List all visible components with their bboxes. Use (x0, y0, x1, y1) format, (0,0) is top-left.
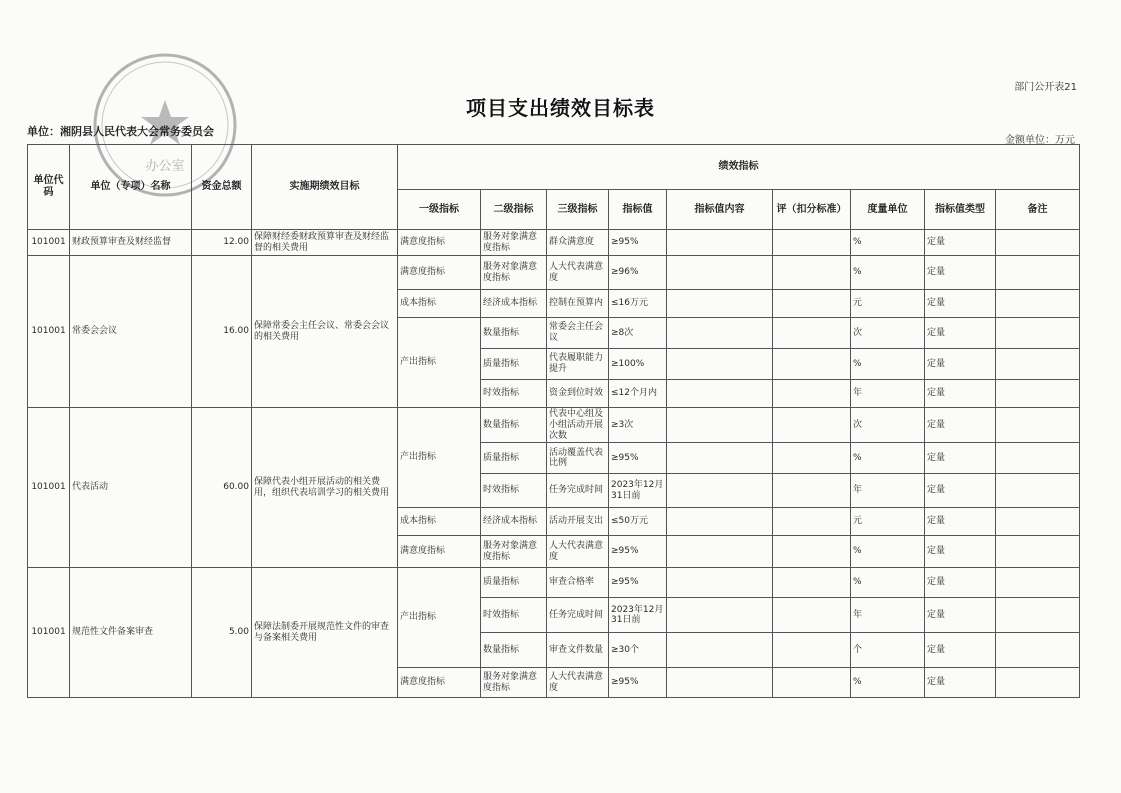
col-value-type: 指标值类型 (925, 190, 996, 230)
goal-cell: 保障常委会主任会议、常委会会议的相关费用 (252, 256, 398, 408)
money-unit-label: 金额单位：万元 (1005, 135, 1075, 146)
level3-cell: 人大代表满意度 (547, 536, 609, 568)
col-scoring: 评（扣分标准） (773, 190, 851, 230)
goal-cell: 保障法制委开展规范性文件的审查与备案相关费用 (252, 568, 398, 698)
table-row (28, 408, 1080, 443)
measure-unit-cell: % (851, 536, 925, 568)
level2-cell: 服务对象满意度指标 (481, 536, 547, 568)
remark-cell (996, 568, 1080, 598)
value-type-cell: 定量 (925, 318, 996, 349)
level3-cell: 人大代表满意度 (547, 256, 609, 290)
level1-cell: 成本指标 (398, 290, 481, 318)
value-cell: ≥100% (609, 349, 667, 380)
remark-cell (996, 443, 1080, 474)
measure-unit-cell: 年 (851, 474, 925, 508)
level1-cell: 满意度指标 (398, 256, 481, 290)
level1-cell: 产出指标 (398, 408, 481, 508)
value-cell: ≥95% (609, 443, 667, 474)
measure-unit-cell: 次 (851, 318, 925, 349)
scoring-cell (773, 474, 851, 508)
level2-cell: 时效指标 (481, 380, 547, 408)
measure-unit-cell: 次 (851, 408, 925, 443)
scoring-cell (773, 230, 851, 256)
unit-name-cell: 财政预算审查及财经监督 (70, 230, 192, 256)
value-content-cell (667, 318, 773, 349)
svg-text:办公室: 办公室 (145, 159, 185, 174)
amount-cell: 16.00 (192, 256, 252, 408)
level3-cell: 控制在预算内 (547, 290, 609, 318)
col-indicators: 绩效指标 (398, 145, 1080, 190)
value-content-cell (667, 536, 773, 568)
value-content-cell (667, 474, 773, 508)
level3-cell: 常委会主任会议 (547, 318, 609, 349)
level1-cell: 满意度指标 (398, 668, 481, 698)
value-cell: ≥95% (609, 536, 667, 568)
level2-cell: 数量指标 (481, 408, 547, 443)
col-value-content: 指标值内容 (667, 190, 773, 230)
value-content-cell (667, 508, 773, 536)
value-type-cell: 定量 (925, 598, 996, 633)
value-type-cell: 定量 (925, 633, 996, 668)
remark-cell (996, 474, 1080, 508)
col-measure-unit: 度量单位 (851, 190, 925, 230)
level2-cell: 数量指标 (481, 318, 547, 349)
col-remark: 备注 (996, 190, 1080, 230)
level3-cell: 资金到位时效 (547, 380, 609, 408)
scoring-cell (773, 633, 851, 668)
scoring-cell (773, 443, 851, 474)
col-value: 指标值 (609, 190, 667, 230)
value-cell: ≥8次 (609, 318, 667, 349)
col-level3: 三级指标 (547, 190, 609, 230)
table-row (28, 568, 1080, 598)
measure-unit-cell: % (851, 568, 925, 598)
level1-cell: 满意度指标 (398, 230, 481, 256)
scoring-cell (773, 290, 851, 318)
value-content-cell (667, 633, 773, 668)
remark-cell (996, 290, 1080, 318)
measure-unit-cell: 个 (851, 633, 925, 668)
measure-unit-cell: 年 (851, 380, 925, 408)
value-content-cell (667, 349, 773, 380)
scoring-cell (773, 568, 851, 598)
value-type-cell: 定量 (925, 536, 996, 568)
value-content-cell (667, 443, 773, 474)
level2-cell: 数量指标 (481, 633, 547, 668)
level2-cell: 质量指标 (481, 443, 547, 474)
value-content-cell (667, 230, 773, 256)
level3-cell: 群众满意度 (547, 230, 609, 256)
measure-unit-cell: % (851, 668, 925, 698)
remark-cell (996, 318, 1080, 349)
value-type-cell: 定量 (925, 230, 996, 256)
scoring-cell (773, 349, 851, 380)
value-cell: ≥3次 (609, 408, 667, 443)
scoring-cell (773, 256, 851, 290)
scoring-cell (773, 408, 851, 443)
level3-cell: 代表履职能力提升 (547, 349, 609, 380)
remark-cell (996, 380, 1080, 408)
col-level2: 二级指标 (481, 190, 547, 230)
value-type-cell: 定量 (925, 443, 996, 474)
level2-cell: 时效指标 (481, 474, 547, 508)
level3-cell: 任务完成时间 (547, 598, 609, 633)
level1-cell: 成本指标 (398, 508, 481, 536)
level2-cell: 质量指标 (481, 568, 547, 598)
level1-cell: 产出指标 (398, 318, 481, 408)
value-cell: 2023年12月31日前 (609, 598, 667, 633)
level2-cell: 服务对象满意度指标 (481, 230, 547, 256)
unit-code-cell: 101001 (28, 256, 70, 408)
remark-cell (996, 349, 1080, 380)
measure-unit-cell: 元 (851, 290, 925, 318)
value-cell: ≥96% (609, 256, 667, 290)
value-type-cell: 定量 (925, 256, 996, 290)
measure-unit-cell: 元 (851, 508, 925, 536)
level3-cell: 活动覆盖代表比例 (547, 443, 609, 474)
value-cell: ≥95% (609, 568, 667, 598)
level2-cell: 经济成本指标 (481, 290, 547, 318)
remark-cell (996, 230, 1080, 256)
measure-unit-cell: % (851, 230, 925, 256)
level3-cell: 人大代表满意度 (547, 668, 609, 698)
value-type-cell: 定量 (925, 474, 996, 508)
col-unit-name: 单位（专项）名称 (70, 145, 192, 230)
goal-cell: 保障财经委财政预算审查及财经监督的相关费用 (252, 230, 398, 256)
col-level1: 一级指标 (398, 190, 481, 230)
scoring-cell (773, 318, 851, 349)
table-row (28, 256, 1080, 290)
level3-cell: 活动开展支出 (547, 508, 609, 536)
level1-cell: 满意度指标 (398, 536, 481, 568)
remark-cell (996, 508, 1080, 536)
amount-cell: 5.00 (192, 568, 252, 698)
form-number: 部门公开表21 (1014, 82, 1077, 93)
value-type-cell: 定量 (925, 408, 996, 443)
value-content-cell (667, 408, 773, 443)
level3-cell: 审查合格率 (547, 568, 609, 598)
table-row (28, 230, 1080, 256)
value-content-cell (667, 290, 773, 318)
value-type-cell: 定量 (925, 349, 996, 380)
value-cell: ≥95% (609, 230, 667, 256)
unit-name-cell: 规范性文件备案审查 (70, 568, 192, 698)
col-amount: 资金总额 (192, 145, 252, 230)
value-cell: ≤16万元 (609, 290, 667, 318)
value-type-cell: 定量 (925, 508, 996, 536)
remark-cell (996, 598, 1080, 633)
scoring-cell (773, 536, 851, 568)
remark-cell (996, 668, 1080, 698)
level2-cell: 经济成本指标 (481, 508, 547, 536)
col-goal: 实施期绩效目标 (252, 145, 398, 230)
table-body (28, 230, 1080, 698)
unit-name-cell: 常委会会议 (70, 256, 192, 408)
value-cell: ≤50万元 (609, 508, 667, 536)
level3-cell: 任务完成时间 (547, 474, 609, 508)
amount-cell: 60.00 (192, 408, 252, 568)
value-cell: ≥95% (609, 668, 667, 698)
value-content-cell (667, 598, 773, 633)
unit-code-cell: 101001 (28, 408, 70, 568)
unit-label: 单位：湘阴县人民代表大会常务委员会 (27, 125, 214, 138)
goal-cell: 保障代表小组开展活动的相关费用，组织代表培训学习的相关费用 (252, 408, 398, 568)
measure-unit-cell: 年 (851, 598, 925, 633)
unit-code-cell: 101001 (28, 568, 70, 698)
level2-cell: 质量指标 (481, 349, 547, 380)
value-type-cell: 定量 (925, 380, 996, 408)
performance-table (27, 144, 1080, 698)
value-content-cell (667, 568, 773, 598)
value-content-cell (667, 256, 773, 290)
remark-cell (996, 256, 1080, 290)
scoring-cell (773, 508, 851, 536)
unit-name-cell: 代表活动 (70, 408, 192, 568)
value-type-cell: 定量 (925, 668, 996, 698)
amount-cell: 12.00 (192, 230, 252, 256)
value-cell: ≤12个月内 (609, 380, 667, 408)
value-content-cell (667, 668, 773, 698)
remark-cell (996, 408, 1080, 443)
level3-cell: 审查文件数量 (547, 633, 609, 668)
remark-cell (996, 633, 1080, 668)
measure-unit-cell: % (851, 443, 925, 474)
value-type-cell: 定量 (925, 290, 996, 318)
measure-unit-cell: % (851, 256, 925, 290)
unit-code-cell: 101001 (28, 230, 70, 256)
col-unit-code: 单位代码 (28, 145, 70, 230)
scoring-cell (773, 380, 851, 408)
scoring-cell (773, 598, 851, 633)
page-title: 项目支出绩效目标表 (466, 96, 655, 120)
scoring-cell (773, 668, 851, 698)
value-cell: 2023年12月31日前 (609, 474, 667, 508)
measure-unit-cell: % (851, 349, 925, 380)
value-type-cell: 定量 (925, 568, 996, 598)
level1-cell: 产出指标 (398, 568, 481, 668)
value-cell: ≥30个 (609, 633, 667, 668)
level2-cell: 服务对象满意度指标 (481, 256, 547, 290)
level3-cell: 代表中心组及小组活动开展次数 (547, 408, 609, 443)
remark-cell (996, 536, 1080, 568)
level2-cell: 时效指标 (481, 598, 547, 633)
level2-cell: 服务对象满意度指标 (481, 668, 547, 698)
value-content-cell (667, 380, 773, 408)
